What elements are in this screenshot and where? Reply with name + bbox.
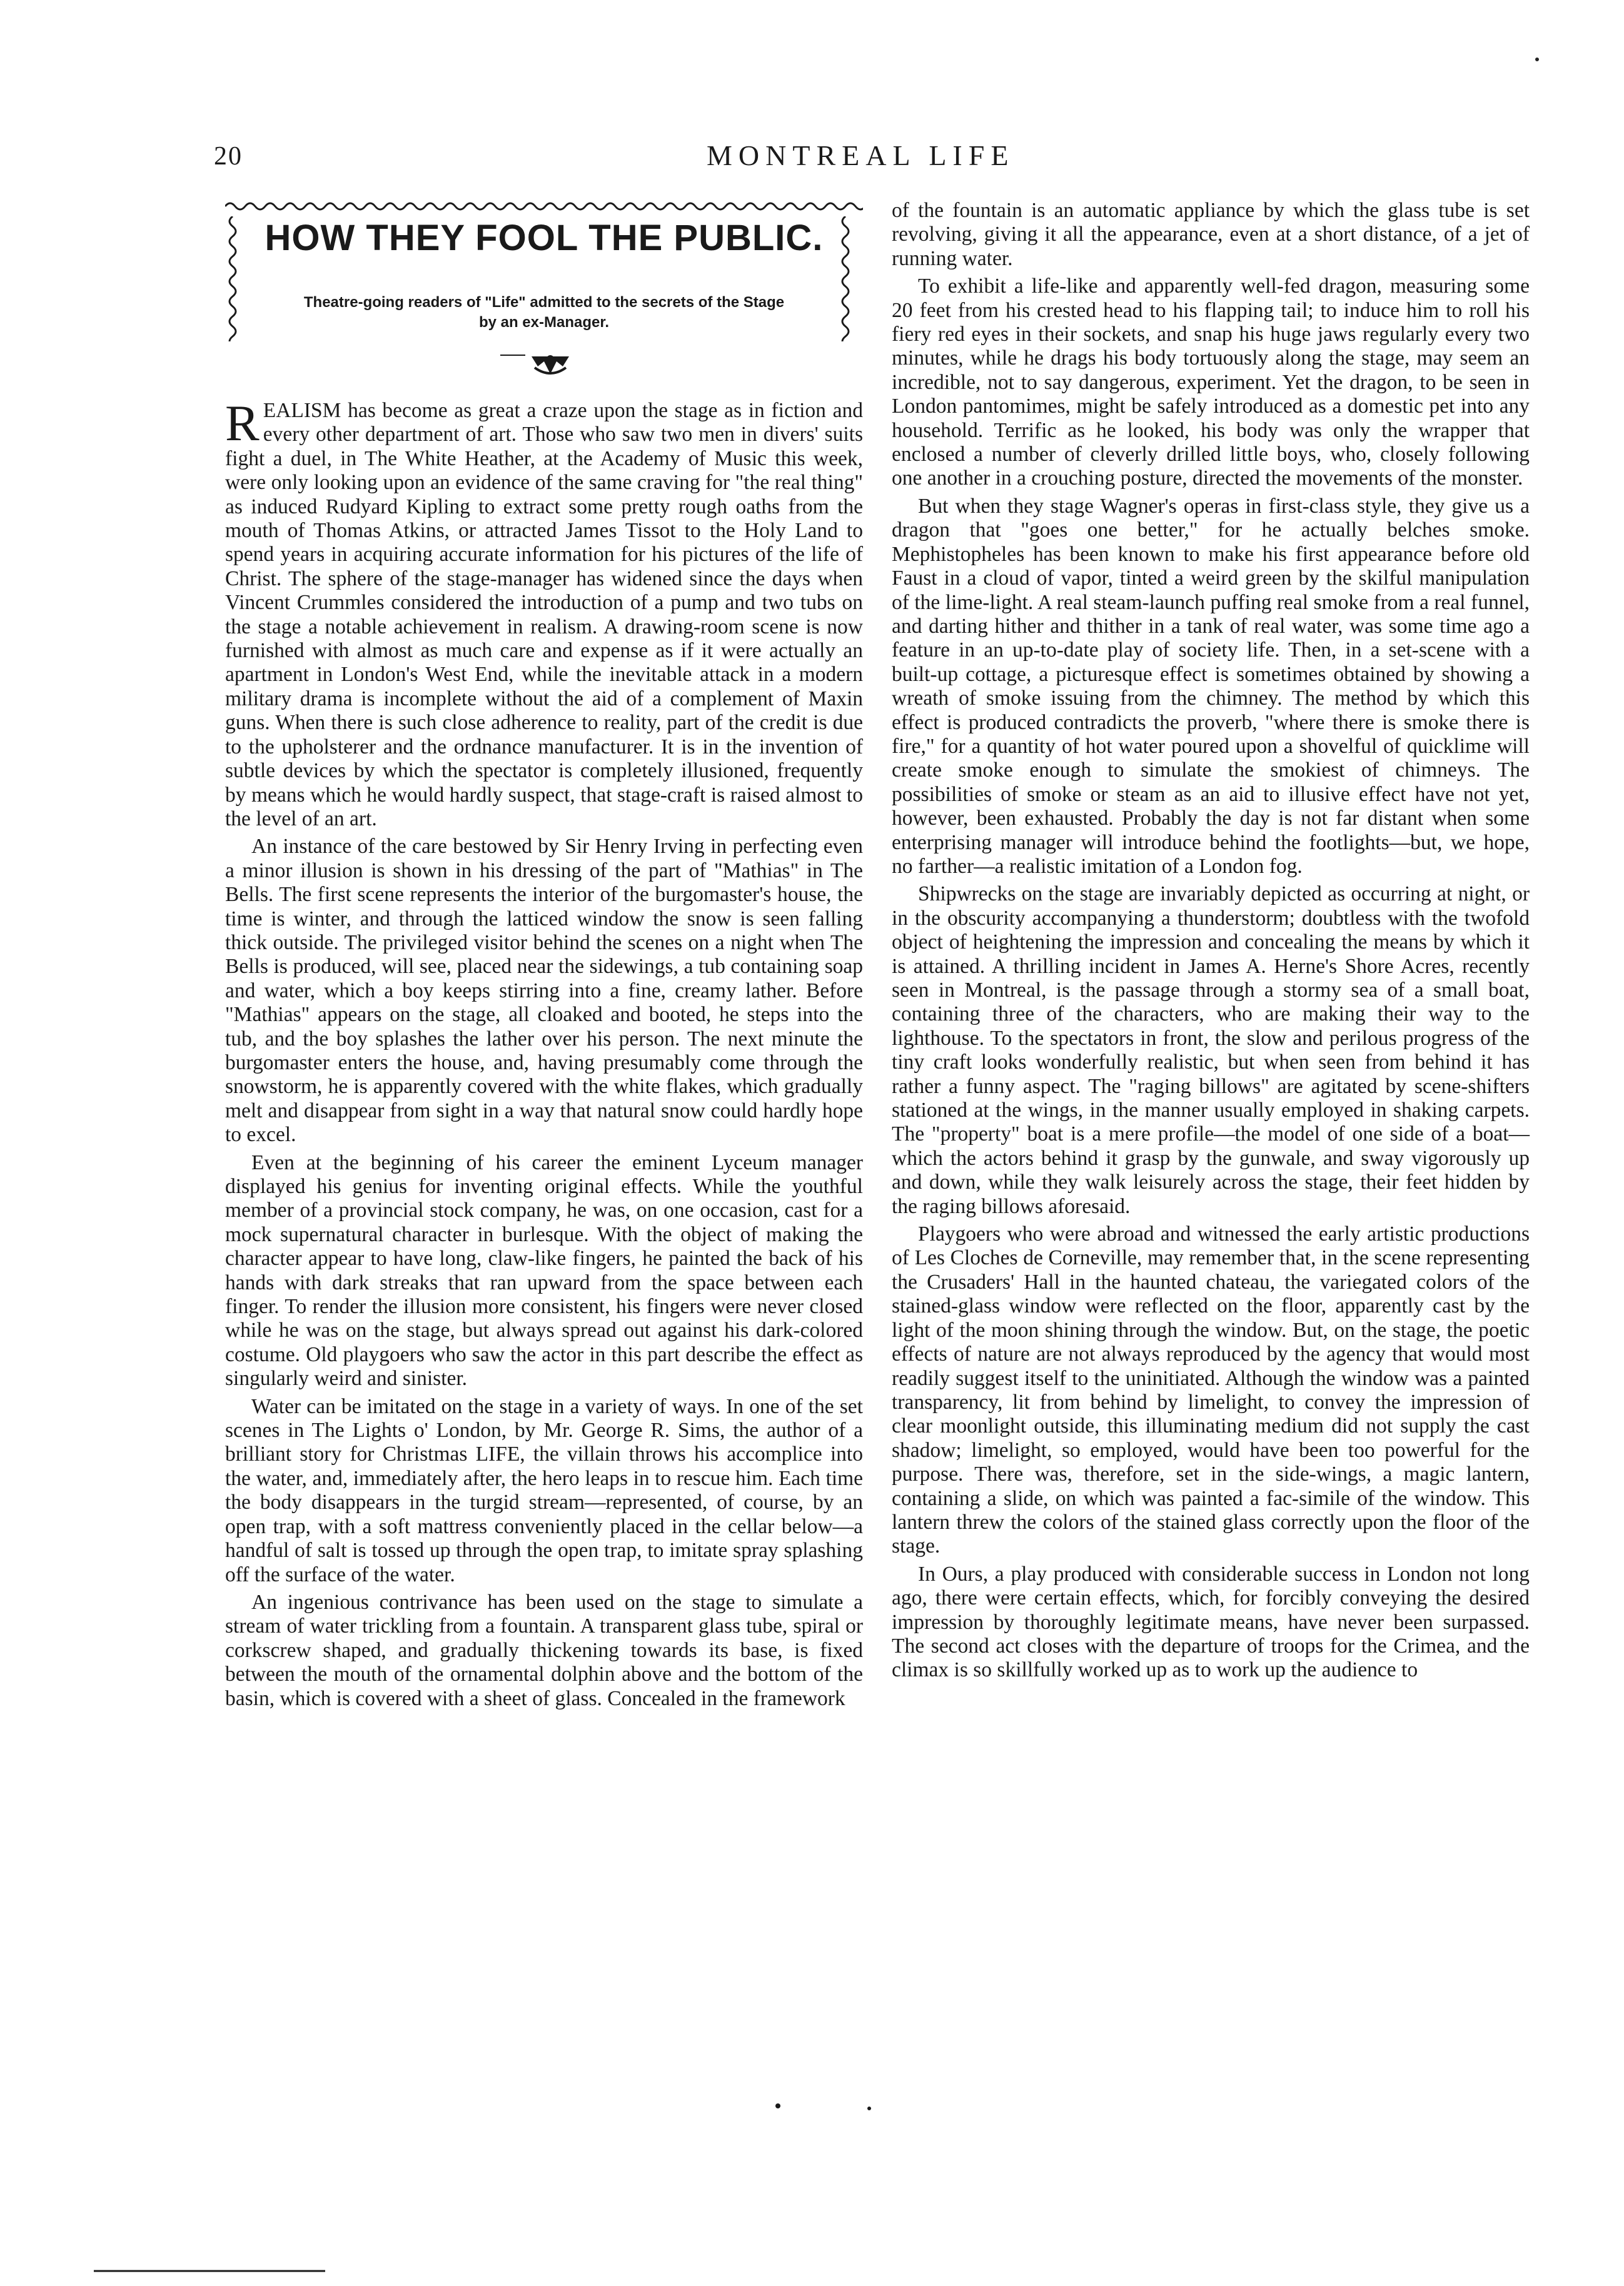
wavy-border-right (838, 216, 853, 341)
paragraph: Shipwrecks on the stage are invariably depicted as occurring at night, or in the obscurity accompanying a thunderstorm; doubtless with the twofold object of heightening the impression and concealing the means by which it is attained. A thrilling incident in James A. Herne's Shore Acres, recently seen in Montreal, is the passage through a stormy sea of a small boat, containing three of the characters, who are making their way to the lighthouse. To the spectators in front, the slow and perilous progress of the tiny craft looks wonderfully realistic, but when seen from behind it has rather a funny aspect. The "raging billows" are agitated by scene-shifters stationed at the wings, in the manner usually employed in shaking carpets. The "property" boat is a mere profile—the model of one side of a boat—which the actors behind it grasp by the gunwale, and sway vigorously up and down, while they walk leisurely across the stage, their feet hidden by the raging billows aforesaid. (892, 882, 1530, 1218)
running-head: MONTREAL LIFE (707, 139, 1015, 171)
fleuron-ornament-icon (488, 349, 613, 380)
right-column-body (892, 199, 1530, 1686)
article-headline: HOW THEY FOOL THE PUBLIC. (265, 218, 824, 258)
left-column-body (225, 395, 863, 1714)
stray-dot-mark (1535, 58, 1539, 61)
paragraph: of the fountain is an automatic appliance by which the glass tube is set revolving, giving it all the appearance, even at a short distance, of a jet of running water. (892, 199, 1530, 270)
paragraph: An ingenious contrivance has been used on the stage to simulate a stream of water trickling from a fountain. A transparent glass tube, spiral or corkscrew shaped, and gradually thickening towards its base, is fixed between the mouth of the ornamental dolphin above and the bottom of the basin, which is covered with a sheet of glass. Concealed in the framework (225, 1590, 863, 1710)
paragraph: Water can be imitated on the stage in a variety of ways. In one of the set scenes in The Lights o' London, by Mr. George R. Sims, the author of a brilliant story for Christmas LIFE, the villain throws his accomplice into the water, and, immediately after, the hero leaps in to rescue him. Each time the body disappears in the turgid stream—represented, of course, by an open trap, with a soft mattress conveniently placed in the cellar below—a handful of salt is tossed up through the open trap, to imitate spray splashing off the surface of the water. (225, 1394, 863, 1586)
paragraph: But when they stage Wagner's operas in first-class style, they give us a dragon that "goes one better," for he actually belches smoke. Mephistopheles has been known to make his first appearance before old Faust in a cloud of vapor, tinted a weird green by the skilful manipulation of the lime-light. A real steam-launch puffing real smoke from a real funnel, and darting hither and thither in a tank of real water, was some time ago a feature in an up-to-date play of society life. Then, in a set-scene with a built-up cottage, a picturesque effect is sometimes obtained by showing a wreath of smoke issuing from the chimney. The method by which this effect is produced contradicts the proverb, "where there is smoke there is fire," for a quantity of hot water poured upon a shovelful of quicklime will create smoke enough to simulate the smokiest of chimneys. The possibilities of smoke or steam as an aid to illusive effect have not yet, however, been exhausted. Probably the day is not far distant when some enterprising manager will introduce behind the footlights—but, we hope, no farther—a realistic imitation of a London fog. (892, 494, 1530, 878)
paragraph: In Ours, a play produced with considerable success in London not long ago, there were certain effects, which, for forcibly conveying the desired impression by thoroughly legitimate means, have never been surpassed. The second act closes with the departure of troops for the Crimea, and the climax is so skillfully worked up as to work up the audience to (892, 1562, 1530, 1682)
paragraph-text: EALISM has become as great a craze upon the stage as in fiction and every other department of art. Those who saw two men in divers' suits fight a duel, in The White Heather, at the Academy of Music this week, were only looking upon an evidence of the same craving for "the real thing" as induced Rudyard Kipling to extract some pretty rough oaths from the mouth of Thomas Atkins, or attracted James Tissot to the Holy Land to spend years in acquiring accurate information for his pictures of the life of Christ. The sphere of the stage-manager has widened since the days when Vincent Crummles considered the introduction of a pump and two tubs on the stage a notable achievement in realism. A drawing-room scene is now furnished with almost as much care and expense as if it were actually an apartment in London's West End, while the inevitable attack in a modern military drama is incomplete without the aid of a complement of Maxin guns. When there is such close adherence to reality, part of the credit is due to the upholsterer and the ordnance manufacturer. It is in the invention of subtle devices by which the spectator is completely illusioned, frequently by means which he would hardly suspect, that stage-craft is raised almost to the level of an art. (225, 399, 863, 830)
wavy-border-top (225, 199, 863, 214)
wavy-border-left (225, 216, 240, 341)
drop-cap: R (225, 395, 260, 451)
paragraph: Playgoers who were abroad and witnessed the early artistic productions of Les Cloches de Corneville, may remember that, in the scene representing the Crusaders' Hall in the haunted chateau, the variegated colors of the stained-glass window were reflected on the floor, apparently cast by the light of the moon shining through the window. But, on the stage, the poetic effects of nature are not always reproduced by the agency that would most readily suggest itself to the uninitiated. Although the window was a painted transparency, lit from behind by limelight, to convey the impression of clear moonlight outside, this illuminating medium did not supply the cast shadow; limelight, so employed, would have been too powerful for the purpose. There was, therefore, set in the side-wings, a magic lantern, containing a slide, on which was painted a fac-simile of the window. This lantern threw the colors of the stained glass correctly upon the floor of the stage. (892, 1222, 1530, 1558)
paragraph: An instance of the care bestowed by Sir Henry Irving in perfecting even a minor illusion is shown in his dressing of the part of "Mathias" in The Bells. The first scene represents the interior of the burgomaster's house, the time is winter, and through the latticed window the snow is seen falling thick outside. The privileged visitor behind the scenes on a night when The Bells is produced, will see, placed near the sidewings, a tub containing soap and water, which a boy keeps stirring into a fine, creamy lather. Before "Mathias" appears on the stage, all cloaked and booted, he steps into the tub, and the boy splashes the lather over his person. The next minute the burgomaster enters the house, and, having presumably come through the snowstorm, he is apparently covered with the white flakes, which gradually melt and disappear from sight in a way that natural snow could hardly hope to excel. (225, 835, 863, 1147)
article-subhead: Theatre-going readers of "Life" admitted to the secrets of the Stage by an ex-Manager. (303, 294, 785, 331)
paragraph: Even at the beginning of his career the eminent Lyceum manager displayed his genius for inventing original effects. While the youthful member of a provincial stock company, he was, on one occasion, cast for a mock supernatural character in burlesque. With the object of making the character appear to have long, claw-like fingers, he painted the back of his hands with dark streaks that ran upward from the space between each finger. To render the illusion more consistent, his fingers were never closed while he was on the stage, but always spread out against his dark-colored costume. Old playgoers who saw the actor in this part describe the effect as singularly weird and sinister. (225, 1151, 863, 1391)
paragraph (225, 395, 863, 831)
stray-rule (94, 2270, 325, 2272)
stray-dots (769, 2101, 882, 2113)
page-number: 20 (214, 142, 243, 171)
paragraph: To exhibit a life-like and apparently well-fed dragon, measuring some 20 feet from his crested head to his flapping tail; to induce him to roll his fiery red eyes in their sockets, and snap his huge jaws regularly every two minutes, while he drags his body tortuously along the stage, may seem an incredible, not to say dangerous, experiment. Yet the dragon, to be seen in London pantomimes, might be safely introduced as a domestic pet into any household. Terrific as he looked, his body was only the wrapper that enclosed a number of cleverly drilled little boys, who, closely following one another in a crouching posture, directed the movements of the monster. (892, 274, 1530, 490)
title-box (225, 199, 863, 349)
